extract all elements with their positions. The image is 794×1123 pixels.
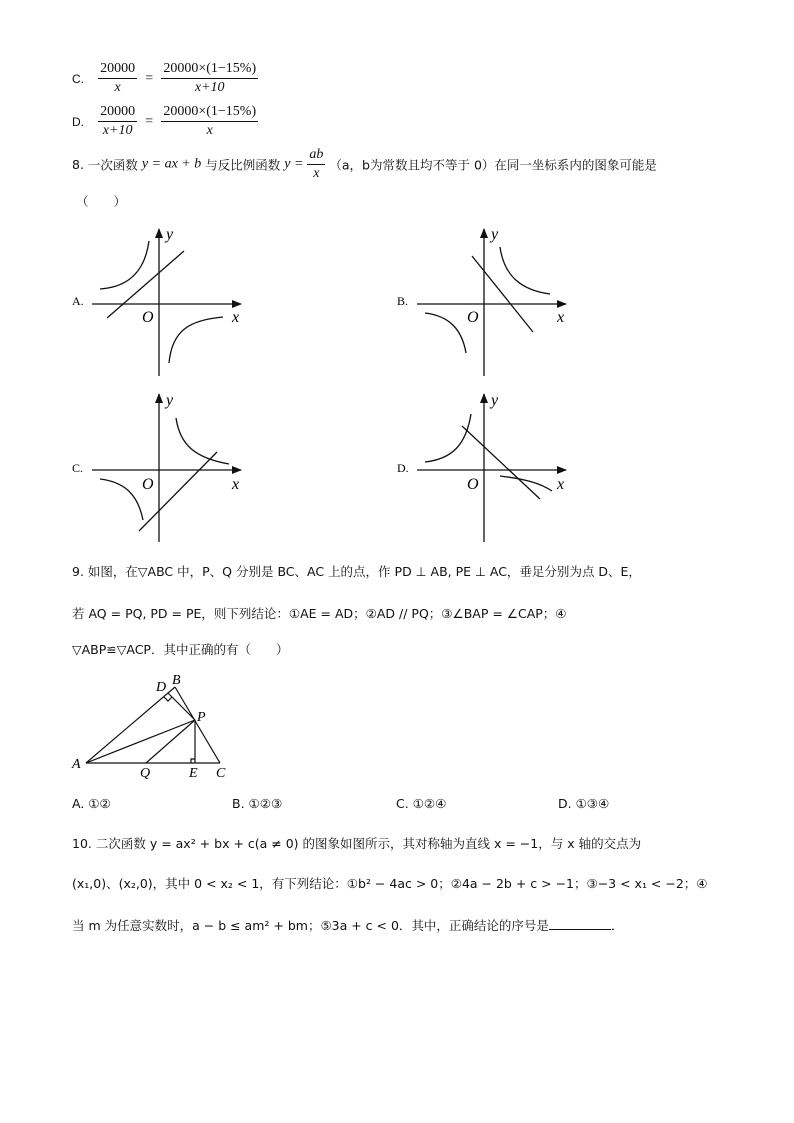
origin-label: O (467, 309, 479, 326)
y-label: y (166, 392, 174, 409)
q9-option-c-label: C. (396, 796, 409, 811)
graph-c-label: C. (72, 461, 84, 475)
hyperbola-branch (169, 317, 223, 363)
q8-text-c: （a，b为常数且均不等于 0）在同一坐标系内的图象可能是 (329, 157, 657, 173)
q9-option-b-text: ①②③ (248, 796, 283, 811)
q9-option-a (72, 796, 111, 811)
vertex-b: B (172, 673, 181, 688)
q8-func1: y = ax + b (141, 156, 202, 172)
hyperbola-branch (425, 313, 466, 353)
q7-d-rhs-den: x (206, 123, 213, 138)
x-label: x (557, 476, 565, 493)
graph-a (72, 226, 241, 376)
point-q: Q (140, 766, 151, 781)
hyperbola-branch (100, 479, 143, 520)
y-label: y (491, 392, 499, 409)
q9-option-b (232, 796, 282, 811)
x-label: x (232, 476, 240, 493)
vertex-a: A (72, 757, 81, 772)
q7-option-d-label: D. (72, 114, 84, 129)
graph-b (397, 226, 566, 376)
answer-blank[interactable] (549, 929, 611, 930)
q9-option-d-label: D. (558, 796, 572, 811)
equals-sign: = (145, 113, 154, 129)
q9-triangle-figure (60, 665, 250, 785)
origin-label: O (467, 476, 479, 493)
q9-option-a-label: A. (72, 796, 85, 811)
point-e: E (189, 766, 198, 781)
q7-d-lhs-num: 20000 (98, 103, 137, 122)
origin-label: O (142, 309, 154, 326)
graph-c (72, 392, 241, 542)
hyperbola-branch (500, 247, 550, 294)
q10-line3-text: 当 m 为任意实数时，a − b ≤ am² + bm；⑤3a + c < 0．其中，正确结论的序号是 (72, 918, 549, 933)
q7-c-rhs-num: 20000×(1−15%) (161, 60, 258, 79)
q7-c-lhs-num: 20000 (98, 60, 137, 79)
q9-option-d (558, 796, 609, 811)
q7-option-c-label: C. (72, 71, 84, 86)
q8-graphs (0, 0, 794, 560)
hyperbola-branch (500, 476, 552, 491)
point-p: P (197, 710, 206, 725)
graph-d-label: D. (397, 461, 409, 475)
q9-option-c-text: ①②④ (412, 796, 447, 811)
y-label: y (166, 226, 174, 243)
q7-c-rhs-den: x+10 (194, 80, 225, 95)
origin-label: O (142, 476, 154, 493)
q7-c-lhs-den: x (114, 80, 121, 95)
q7-d-rhs-num: 20000×(1−15%) (161, 103, 258, 122)
equals-sign: = (145, 70, 154, 86)
linear-function-line (472, 256, 533, 332)
q9-option-a-text: ①② (88, 796, 111, 811)
q9-option-d-text: ①③④ (575, 796, 610, 811)
q8-answer-paren: （ ） (76, 194, 127, 209)
q9-line3: ▽ABP≌▽ACP．其中正确的有（ ） (72, 642, 289, 657)
q10-line3 (72, 916, 623, 934)
y-label: y (491, 226, 499, 243)
q7-d-lhs-den: x+10 (102, 123, 133, 138)
q10-line3-end: ． (610, 918, 624, 933)
hyperbola-branch (176, 418, 229, 464)
point-d: D (156, 680, 167, 695)
q8-func2-den: x (313, 166, 320, 181)
graph-a-label: A. (72, 294, 84, 308)
segment-ap (86, 720, 195, 763)
graph-b-label: B. (397, 294, 409, 308)
vertex-c: C (216, 766, 226, 781)
graph-d (397, 392, 566, 542)
segment-pq (146, 720, 195, 763)
q8-text-b: 与反比例函数 (205, 157, 281, 173)
q9-line2: 若 AQ = PQ, PD = PE，则下列结论：①AE = AD；②AD // PQ；③∠BAP = ∠CAP；④ (72, 606, 567, 621)
q8-text-a: 一次函数 (87, 157, 138, 173)
q9-option-c (396, 796, 446, 811)
x-label: x (557, 309, 565, 326)
q8-number: 8. (72, 157, 84, 172)
hyperbola-branch (425, 414, 471, 462)
x-label: x (232, 309, 240, 326)
q10-line1: 10. 二次函数 y = ax² + bx + c(a ≠ 0) 的图象如图所示，其对称轴为直线 x = −1，与 x 轴的交点为 (72, 836, 642, 851)
q9-option-b-label: B. (232, 796, 245, 811)
hyperbola-branch (100, 241, 149, 289)
q8-func2-num: ab (307, 146, 325, 165)
q9-line1: 9. 如图，在▽ABC 中，P、Q 分别是 BC、AC 上的点，作 PD ⊥ AB, PE ⊥ AC，垂足分别为点 D、E， (72, 564, 641, 579)
side-ab (86, 687, 175, 763)
q8-func2-prefix: y = (284, 156, 304, 172)
right-angle-mark (164, 697, 172, 701)
q10-line2: (x₁,0)、(x₂,0)，其中 0 < x₂ < 1，有下列结论：①b² − 4ac > 0；②4a − 2b + c > −1；③−3 < x₁ < −2；④ (72, 876, 708, 891)
